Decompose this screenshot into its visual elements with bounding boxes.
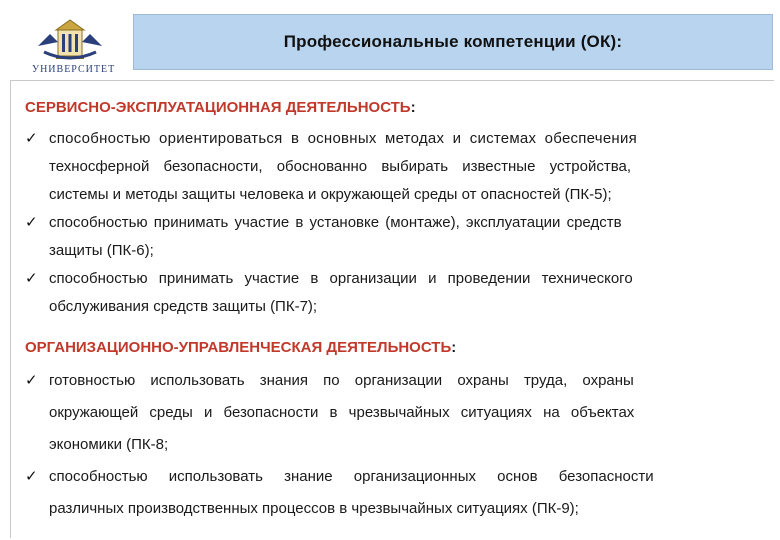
- item-line: способностью использовать знание организационных основ безопасности: [49, 468, 654, 485]
- item-line: способностью принимать участие в организации и проведении технического: [49, 270, 633, 287]
- section-title-service: [25, 99, 416, 116]
- item-line: обслуживания средств защиты (ПК-7);: [49, 298, 318, 315]
- item-line: системы и методы защиты человека и окружающей среды от опасностей (ПК-5);: [49, 186, 612, 203]
- section-title-management: [25, 339, 456, 356]
- checkmark-icon: ✓: [25, 130, 38, 147]
- item-line: защиты (ПК-6);: [49, 242, 154, 259]
- logo-caption: УНИВЕРСИТЕТ: [32, 64, 116, 75]
- content-area: [10, 80, 774, 538]
- item-line: различных производственных процессов в чрезвычайных ситуациях (ПК-9);: [49, 500, 579, 517]
- item-line: готовностью использовать знания по организации охраны труда, охраны: [49, 372, 634, 389]
- checkmark-icon: ✓: [25, 270, 38, 287]
- page-title: Профессиональные компетенции (ОК):: [283, 32, 623, 51]
- item-line: способностью ориентироваться в основных методах и системах обеспечения: [49, 130, 637, 147]
- section-title-colon: :: [451, 339, 457, 356]
- university-building-icon: [34, 12, 106, 68]
- item-line: экономики (ПК-8;: [49, 436, 169, 453]
- checkmark-icon: ✓: [25, 214, 38, 231]
- item-line: техносферной безопасности, обоснованно выбирать известные устройства,: [49, 158, 632, 175]
- item-line: способностью принимать участие в установке (монтаже), эксплуатации средств: [49, 214, 622, 231]
- checkmark-icon: ✓: [25, 372, 38, 389]
- header-banner: [133, 14, 773, 70]
- section-title-colon: :: [410, 99, 416, 116]
- item-line: окружающей среды и безопасности в чрезвычайных ситуациях на объектах: [49, 404, 635, 421]
- section-title-text: ОРГАНИЗАЦИОННО-УПРАВЛЕНЧЕСКАЯ ДЕЯТЕЛЬНОСТЬ: [25, 339, 452, 356]
- checkmark-icon: ✓: [25, 468, 38, 485]
- section-title-text: СЕРВИСНО-ЭКСПЛУАТАЦИОННАЯ ДЕЯТЕЛЬНОСТЬ: [25, 99, 411, 116]
